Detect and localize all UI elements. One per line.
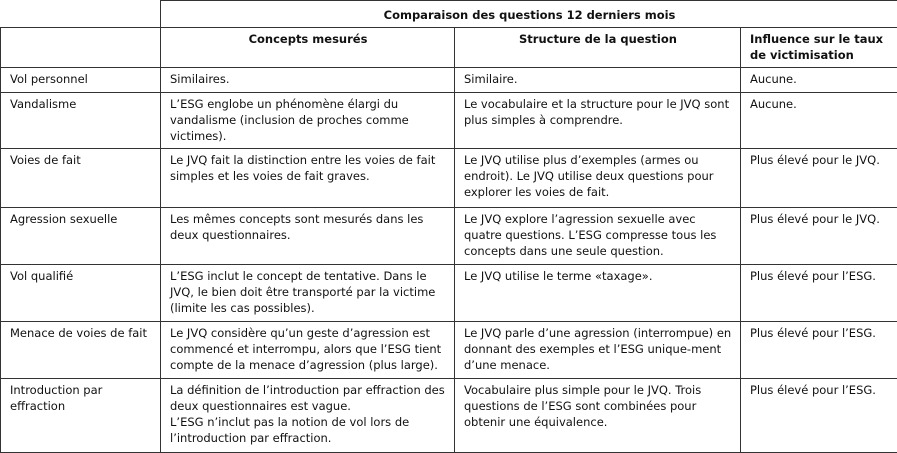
cell-influence: Plus élevé pour l’ESG. <box>741 265 897 322</box>
cell-structure: Similaire. <box>455 68 741 93</box>
row-label: Vol personnel <box>1 68 161 93</box>
table-title: Comparaison des questions 12 derniers mois <box>161 1 897 28</box>
row-label: Vol qualifié <box>1 265 161 322</box>
cell-structure: Vocabulaire plus simple pour le JVQ. Trois questions de l’ESG sont combinées pour obtenir une équivalence. <box>455 379 741 453</box>
cell-concepts: L’ESG inclut le concept de tentative. Dans le JVQ, le bien doit être transporté par la victime (limite les cas possibles). <box>161 265 455 322</box>
cell-concepts: Similaires. <box>161 68 455 93</box>
cell-influence: Plus élevé pour l’ESG. <box>741 322 897 379</box>
table-row <box>1 149 897 208</box>
cell-concepts: L’ESG englobe un phénomène élargi du vandalisme (inclusion de proches comme victimes). <box>161 93 455 149</box>
cell-influence: Aucune. <box>741 93 897 149</box>
table-row <box>1 265 897 322</box>
cell-influence: Plus élevé pour le JVQ. <box>741 149 897 208</box>
cell-structure: Le JVQ parle d’une agression (interrompue) en donnant des exemples et l’ESG unique-ment d’une menace. <box>455 322 741 379</box>
cell-concepts: Le JVQ considère qu’un geste d’agression est commencé et interrompu, alors que l’ESG tient compte de la menace d’agression (plus large). <box>161 322 455 379</box>
table-row <box>1 93 897 149</box>
header-concepts: Concepts mesurés <box>161 28 455 68</box>
header-influence: Influence sur le taux de victimisation <box>741 28 897 68</box>
cell-concepts: Le JVQ fait la distinction entre les voies de fait simples et les voies de fait graves. <box>161 149 455 208</box>
cell-structure: Le JVQ utilise le terme «taxage». <box>455 265 741 322</box>
header-row <box>1 28 897 68</box>
header-structure: Structure de la question <box>455 28 741 68</box>
cell-structure: Le JVQ explore l’agression sexuelle avec quatre questions. L’ESG compresse tous les concepts dans une seule question. <box>455 208 741 265</box>
row-label: Agression sexuelle <box>1 208 161 265</box>
cell-concepts: Les mêmes concepts sont mesurés dans les deux questionnaires. <box>161 208 455 265</box>
cell-influence: Plus élevé pour l’ESG. <box>741 379 897 453</box>
row-label: Menace de voies de fait <box>1 322 161 379</box>
cell-influence: Aucune. <box>741 68 897 93</box>
header-blank-cell <box>1 28 161 68</box>
cell-structure: Le JVQ utilise plus d’exemples (armes ou endroit). Le JVQ utilise deux questions pour explorer les voies de fait. <box>455 149 741 208</box>
cell-structure: Le vocabulaire et la structure pour le JVQ sont plus simples à comprendre. <box>455 93 741 149</box>
cell-concepts: La définition de l’introduction par effraction des deux questionnaires est vague. L’ESG n’inclut pas la notion de vol lors de l’introduction par effraction. <box>161 379 455 453</box>
table-row <box>1 322 897 379</box>
table-row <box>1 68 897 93</box>
title-row <box>1 1 897 28</box>
row-label: Voies de fait <box>1 149 161 208</box>
table-row <box>1 208 897 265</box>
corner-cell <box>1 1 161 28</box>
row-label: Vandalisme <box>1 93 161 149</box>
cell-influence: Plus élevé pour le JVQ. <box>741 208 897 265</box>
table-row <box>1 379 897 453</box>
row-label: Introduction par effraction <box>1 379 161 453</box>
